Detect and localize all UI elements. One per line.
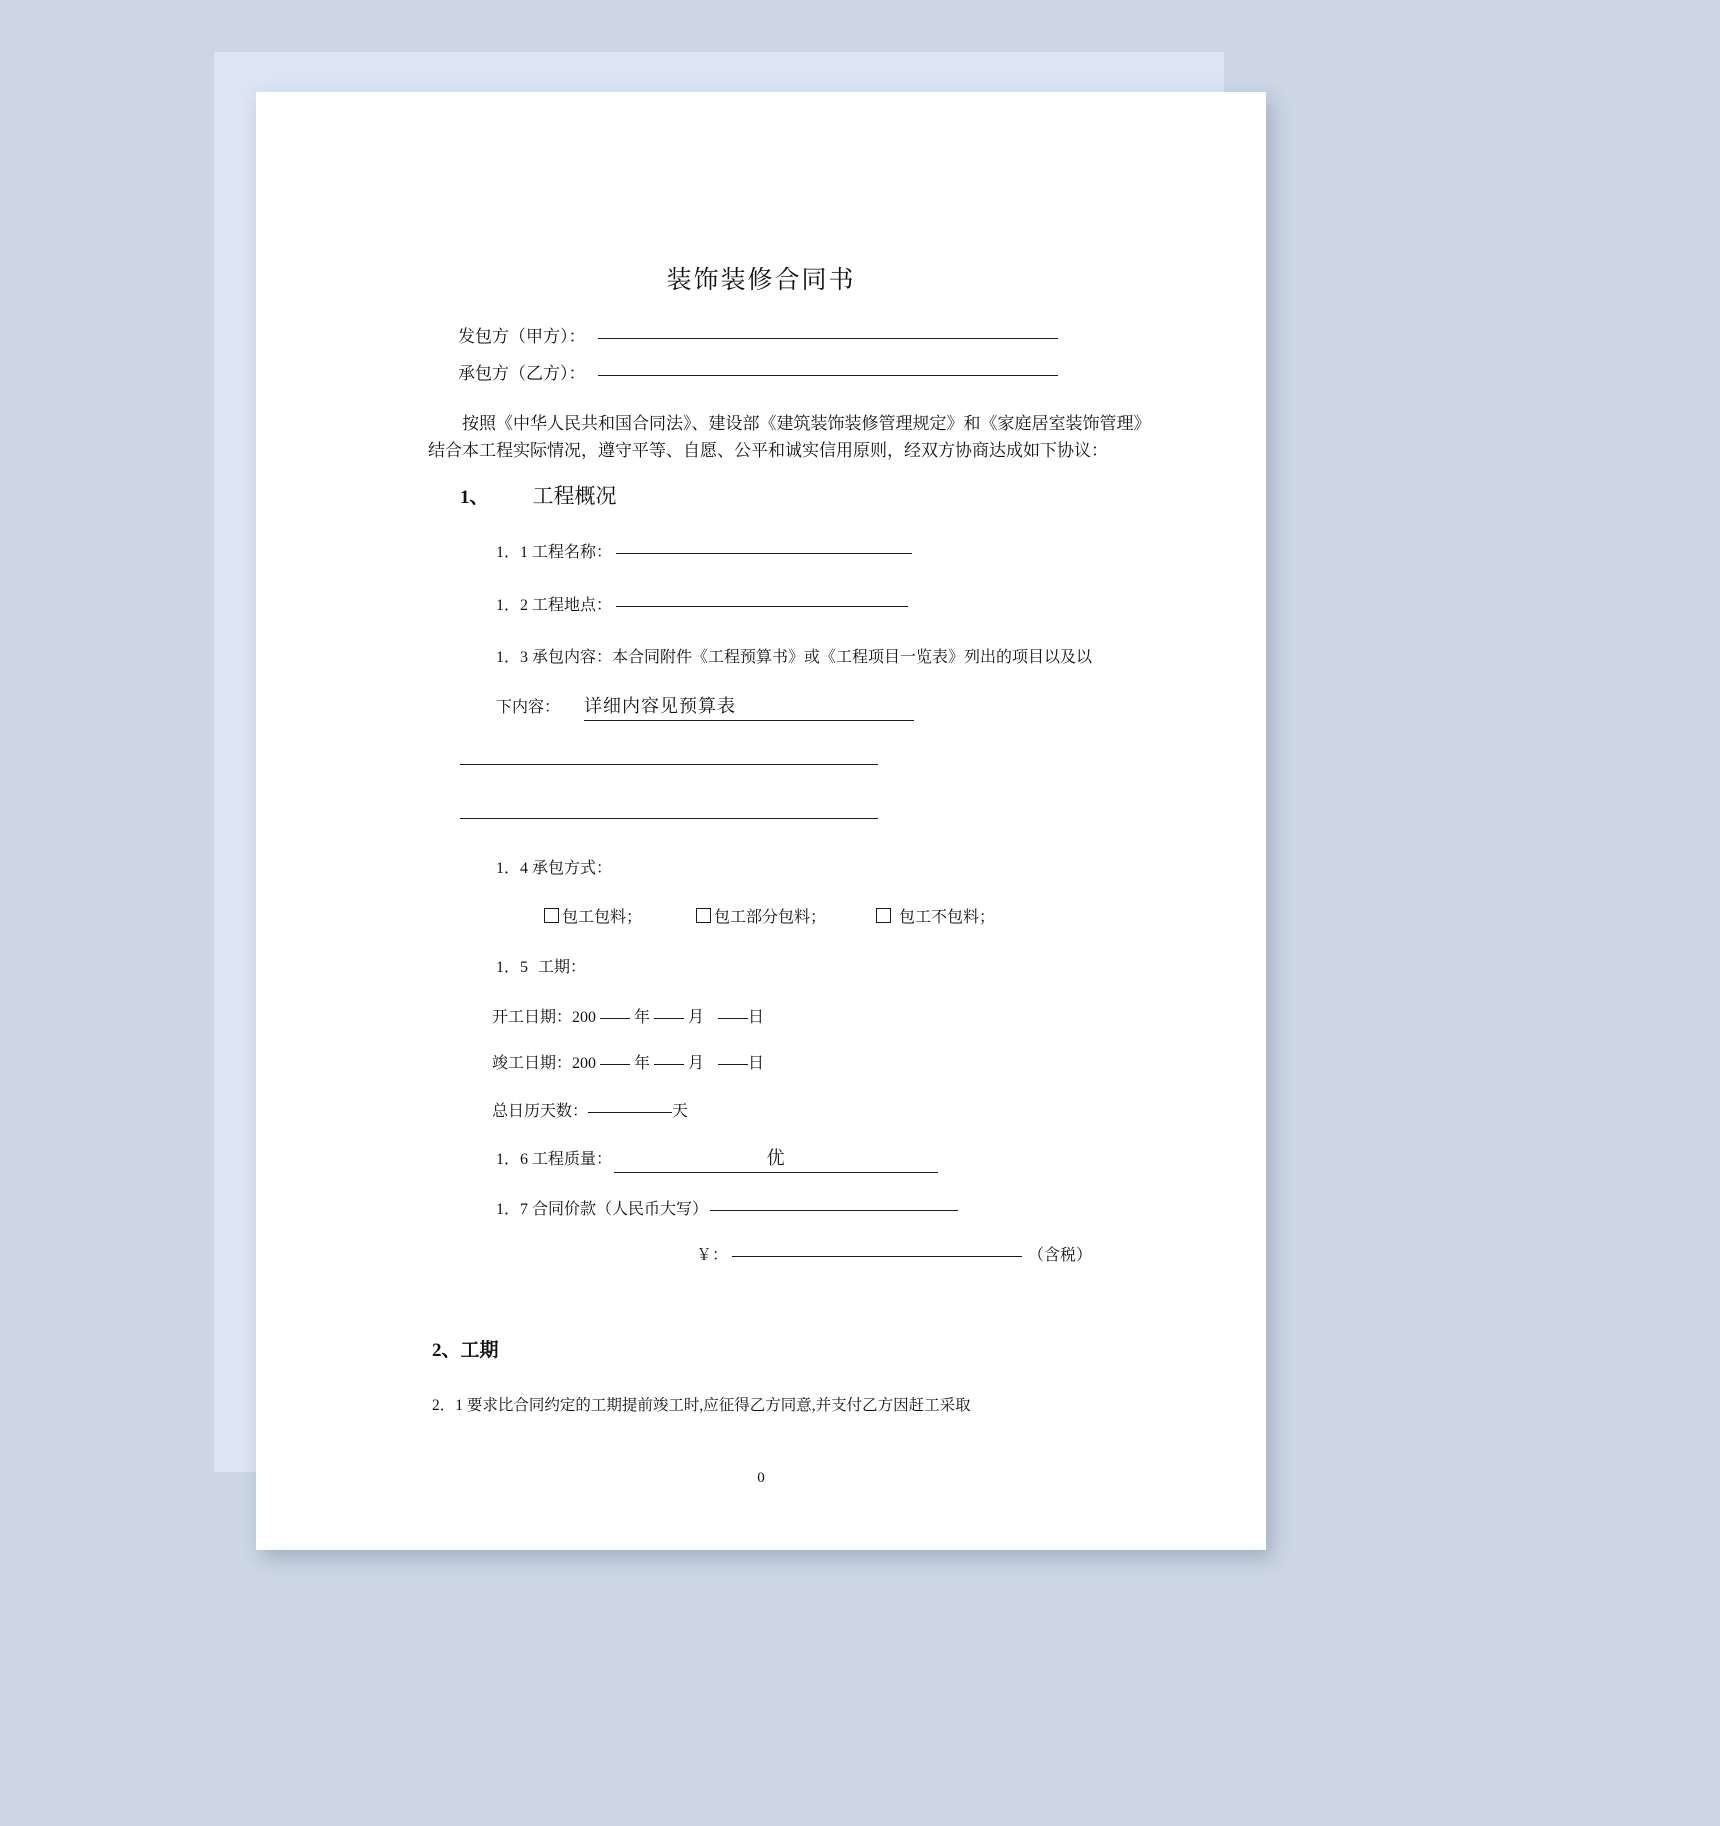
finish-date-day-unit: 日 bbox=[748, 1055, 765, 1072]
party-label-yifang: 承包方（乙方）： bbox=[458, 364, 586, 383]
contract-amount-row bbox=[696, 1242, 1092, 1265]
item-1-1-input[interactable] bbox=[616, 552, 912, 554]
checkbox-icon-baogongbaoliao[interactable] bbox=[544, 908, 559, 923]
page-title: 装饰装修合同书 bbox=[666, 267, 856, 294]
total-days-input[interactable] bbox=[588, 1111, 672, 1113]
start-date-row bbox=[492, 1004, 764, 1027]
preamble-line-1: 按照《中华人民共和国合同法》、建设部《建筑装饰装修管理规定》和《家庭居室装饰管理》 bbox=[462, 414, 1151, 433]
start-date-day-unit: 日 bbox=[748, 1009, 765, 1026]
contract-amount-input[interactable] bbox=[732, 1255, 1022, 1257]
item-1-6-label: 工程质量： bbox=[532, 1151, 613, 1168]
item-1-2-label: 工程地点： bbox=[532, 597, 613, 614]
item-1-7-row bbox=[496, 1196, 958, 1219]
section-1-number: 1、 bbox=[460, 487, 489, 508]
item-1-7-input[interactable] bbox=[710, 1209, 958, 1211]
preamble-line-2: 结合本工程实际情况，遵守平等、自愿、公平和诚实信用原则，经双方协商达成如下协议： bbox=[428, 441, 1108, 460]
item-2-1-text: 2．1 要求比合同约定的工期提前竣工时,应征得乙方同意,并支付乙方因赶工采取 bbox=[432, 1397, 971, 1414]
item-1-1-label: 工程名称： bbox=[532, 544, 613, 561]
item-1-3-label: 承包内容：本合同附件《工程预算书》或《工程项目一览表》列出的项目以及以 bbox=[532, 649, 1093, 666]
section-2-heading bbox=[432, 1335, 499, 1362]
section-2-title: 工期 bbox=[460, 1340, 499, 1361]
item-1-3-continuation-row bbox=[496, 692, 914, 721]
item-1-7-label: 合同价款（人民币大写） bbox=[532, 1201, 709, 1218]
item-1-5-row bbox=[496, 954, 586, 977]
contract-mode-label-1: 包工包料； bbox=[562, 909, 643, 926]
party-row-yifang bbox=[458, 359, 1058, 384]
finish-date-year-input[interactable] bbox=[600, 1063, 630, 1065]
contract-page bbox=[256, 92, 1266, 1550]
section-2-number: 2、 bbox=[432, 1340, 461, 1361]
total-days-label: 总日历天数： bbox=[492, 1103, 589, 1120]
item-1-4-row bbox=[496, 855, 612, 878]
item-1-2-number: 1．2 bbox=[496, 597, 529, 614]
finish-date-month-input[interactable] bbox=[654, 1063, 684, 1065]
item-1-4-label: 承包方式： bbox=[532, 860, 613, 877]
item-1-1-number: 1．1 bbox=[496, 544, 529, 561]
party-row-jiafang bbox=[458, 322, 1058, 347]
finish-date-label: 竣工日期：200 bbox=[492, 1055, 597, 1072]
item-1-1-row bbox=[496, 539, 912, 562]
start-date-year-input[interactable] bbox=[600, 1017, 630, 1019]
contract-mode-option-1[interactable] bbox=[544, 904, 642, 927]
contract-mode-option-3[interactable] bbox=[876, 904, 995, 927]
section-1-title: 工程概况 bbox=[532, 484, 617, 508]
party-input-yifang[interactable] bbox=[598, 374, 1058, 376]
party-label-jiafang: 发包方（甲方）： bbox=[458, 327, 586, 346]
section-1-heading bbox=[460, 480, 617, 510]
finish-date-year-unit: 年 bbox=[634, 1055, 651, 1072]
item-1-4-number: 1．4 bbox=[496, 860, 529, 877]
party-input-jiafang[interactable] bbox=[598, 337, 1058, 339]
contract-mode-option-2[interactable] bbox=[696, 904, 826, 927]
item-1-3-value[interactable]: 详细内容见预算表 bbox=[584, 692, 914, 721]
start-date-month-input[interactable] bbox=[654, 1017, 684, 1019]
item-1-3-number: 1．3 bbox=[496, 649, 529, 666]
finish-date-month-unit: 月 bbox=[688, 1055, 705, 1072]
page-content bbox=[256, 92, 1266, 1550]
currency-symbol-label: ￥： bbox=[696, 1247, 729, 1264]
item-1-2-input[interactable] bbox=[616, 605, 908, 607]
item-1-3-continuation-label: 下内容： bbox=[496, 699, 561, 716]
item-1-3-row bbox=[496, 644, 1092, 667]
tax-note-label: （含税） bbox=[1028, 1247, 1093, 1264]
item-1-5-number: 1．5 bbox=[496, 959, 529, 976]
start-date-month-unit: 月 bbox=[688, 1009, 705, 1026]
start-date-year-unit: 年 bbox=[634, 1009, 651, 1026]
item-1-5-label: 工期： bbox=[538, 959, 587, 976]
contract-mode-label-2: 包工部分包料； bbox=[714, 909, 827, 926]
contract-mode-label-3: 包工不包料； bbox=[899, 909, 996, 926]
item-1-3-blank-line-1[interactable] bbox=[460, 764, 878, 765]
item-1-6-row bbox=[496, 1144, 938, 1173]
start-date-label: 开工日期：200 bbox=[492, 1009, 597, 1026]
checkbox-icon-baogongbubaoliao[interactable] bbox=[876, 908, 891, 923]
total-days-unit: 天 bbox=[672, 1103, 689, 1120]
total-days-row bbox=[492, 1098, 688, 1121]
item-1-3-blank-line-2[interactable] bbox=[460, 818, 878, 819]
item-1-2-row bbox=[496, 592, 908, 615]
item-1-6-value[interactable]: 优 bbox=[614, 1144, 938, 1173]
finish-date-day-input[interactable] bbox=[718, 1063, 748, 1065]
item-1-7-number: 1．7 bbox=[496, 1201, 529, 1218]
start-date-day-input[interactable] bbox=[718, 1017, 748, 1019]
checkbox-icon-baogongbufenbaoliao[interactable] bbox=[696, 908, 711, 923]
item-1-6-number: 1．6 bbox=[496, 1151, 529, 1168]
finish-date-row bbox=[492, 1050, 764, 1073]
page-number: 0 bbox=[757, 1470, 765, 1486]
